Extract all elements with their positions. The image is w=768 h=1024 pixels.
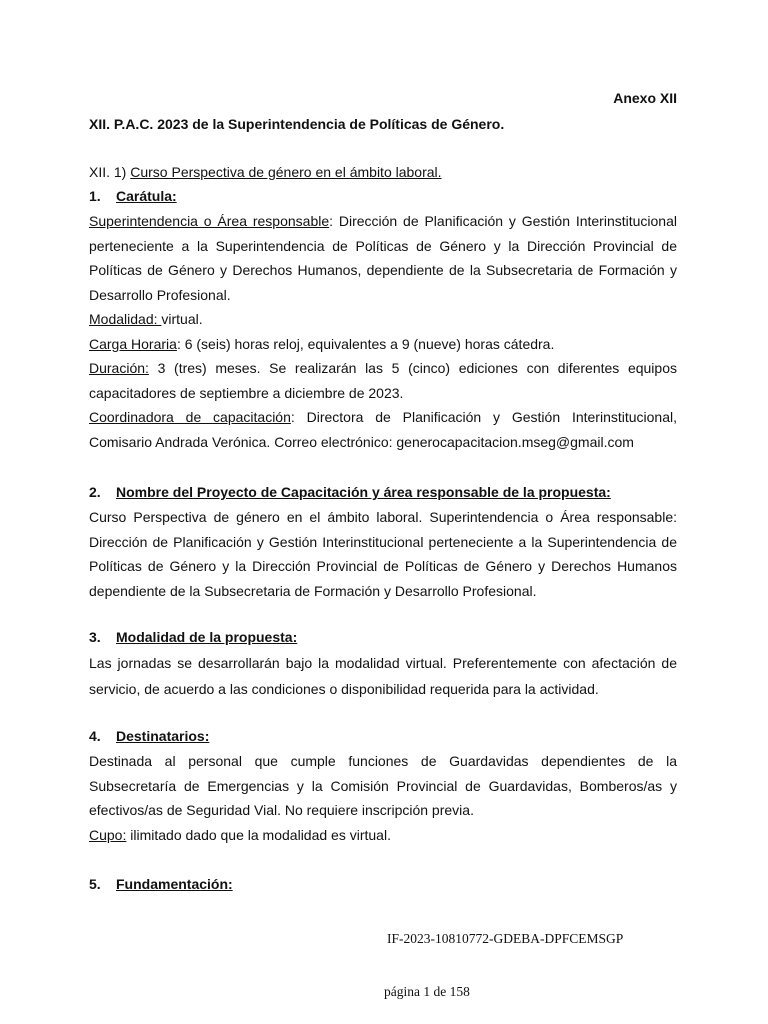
modalidad-text: virtual.: [161, 311, 203, 327]
section-title: Modalidad de la propuesta:: [116, 629, 298, 645]
section-2-heading: [89, 480, 611, 505]
coordinadora-label: Coordinadora de capacitación: [89, 409, 291, 425]
document-id: IF-2023-10810772-GDEBA-DPFCEMSGP: [387, 931, 624, 946]
course-prefix: XII. 1): [89, 164, 127, 180]
section-2-body: Curso Perspectiva de género en el ámbito laboral. Superintendencia o Área responsable: Dirección de Planificación y Gestión Interinstitucional perteneciente a la Superintendencia de Políticas de Género y la Dirección Provincial de Políticas de Género y Derechos Humanos dependiente de la Subsecretaria de Formación y Desarrollo Profesional.: [89, 509, 677, 599]
section-title: Carátula:: [116, 188, 177, 204]
course-line: [89, 160, 442, 185]
section-title: Nombre del Proyecto de Capacitación y área responsable de la propuesta:: [116, 484, 611, 500]
section-number: 2.: [89, 484, 101, 500]
section-number: 1.: [89, 188, 101, 204]
destinatarios-paragraph: Destinada al personal que cumple funciones de Guardavidas dependientes de la Subsecretaría de Emergencias y la Comisión Provincial de Guardavidas, Bomberos/as y efectivos/as de Seguridad Vial. No requiere inscripción previa.: [89, 753, 677, 818]
section-number: 3.: [89, 629, 101, 645]
section-3-body: Las jornadas se desarrollarán bajo la modalidad virtual. Preferentemente con afectación de servicio, de acuerdo a las condiciones o disponibilidad requerida para la actividad.: [89, 655, 677, 697]
cupo-line: [89, 823, 677, 848]
area-paragraph: [89, 209, 677, 307]
section-3-heading: [89, 625, 297, 650]
carga-text: : 6 (seis) horas reloj, equivalentes a 9 (nueve) horas cátedra.: [176, 335, 555, 352]
course-name: Curso Perspectiva de género en el ámbito laboral.: [130, 164, 442, 180]
cupo-label: Cupo:: [89, 826, 127, 843]
modalidad-line: [89, 307, 677, 332]
section-title: Fundamentación:: [116, 876, 233, 892]
section-1-heading: [89, 184, 177, 209]
section-title: Destinatarios:: [116, 728, 210, 744]
section-number: 4.: [89, 728, 101, 744]
duracion-paragraph: [89, 356, 677, 405]
section-1-body: [89, 209, 677, 454]
carga-label: Carga Horaria: [89, 335, 177, 352]
area-text: : Dirección de Planificación y Gestión Interinstitucional perteneciente a la Superintendencia de Políticas de Género y la Dirección Provincial de Políticas de Género y Derechos Humanos, dependiente de la Subsecretaria de Formación y Desarrollo Profesional.: [89, 213, 677, 303]
duracion-text: 3 (tres) meses. Se realizarán las 5 (cinco) ediciones con diferentes equipos capacitadores de septiembre a diciembre de 2023.: [89, 360, 677, 401]
annex-label: Anexo XII: [613, 90, 677, 106]
modalidad-label: Modalidad:: [89, 311, 162, 327]
coordinadora-text: : Directora de Planificación y Gestión Interinstitucional, Comisario Andrada Verónica. Correo electrónico: generocapacitacion.mseg@gmail.com: [89, 409, 677, 450]
page-number: página 1 de 158: [384, 984, 470, 999]
section-4-heading: [89, 724, 209, 749]
document-title: XII. P.A.C. 2023 de la Superintendencia de Políticas de Género.: [89, 116, 505, 132]
carga-line: [89, 332, 677, 357]
section-4-body: [89, 749, 677, 847]
area-label: Superintendencia o Área responsable: [89, 213, 330, 229]
cupo-text: ilimitado dado que la modalidad es virtual.: [126, 826, 391, 843]
duracion-label: Duración:: [89, 360, 149, 376]
section-5-heading: [89, 872, 233, 897]
section-number: 5.: [89, 876, 101, 892]
coordinadora-paragraph: [89, 405, 677, 454]
